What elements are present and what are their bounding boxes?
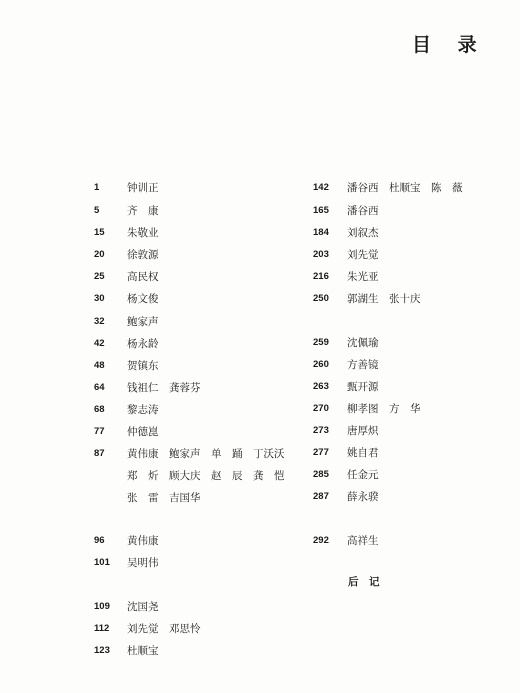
toc-author-names: 朱敬业 xyxy=(127,227,159,239)
toc-page-number: 96 xyxy=(94,535,105,546)
toc-author-names: 钱祖仁 龚蓉芬 xyxy=(127,382,201,394)
toc-page-number: 101 xyxy=(94,557,110,568)
toc-page-number: 216 xyxy=(313,271,329,282)
toc-author-names: 杜顺宝 xyxy=(127,645,159,657)
toc-page-number: 5 xyxy=(94,205,100,216)
toc-author-names: 刘先觉 邓思怜 xyxy=(127,623,201,635)
toc-page-number: 68 xyxy=(94,404,105,415)
toc-author-names: 贺镇东 xyxy=(127,360,159,372)
toc-page-number: 77 xyxy=(94,426,105,437)
toc-author-names: 刘叙杰 xyxy=(347,227,379,239)
toc-author-names: 杨文俊 xyxy=(127,293,159,305)
toc-page-number: 15 xyxy=(94,227,105,238)
toc-page-number: 1 xyxy=(94,182,100,193)
toc-page-number: 260 xyxy=(313,359,329,370)
toc-page-number: 25 xyxy=(94,271,105,282)
toc-author-names: 潘谷西 xyxy=(347,205,379,217)
toc-author-names: 唐厚炽 xyxy=(347,425,379,437)
toc-author-names: 朱光亚 xyxy=(347,271,379,283)
toc-page-number: 259 xyxy=(313,337,329,348)
toc-author-names: 齐 康 xyxy=(127,205,159,217)
toc-author-names: 郭湖生 张十庆 xyxy=(347,293,421,305)
toc-page-number: 112 xyxy=(94,623,110,634)
toc-author-names: 方善镜 xyxy=(347,359,379,371)
toc-author-names: 黄伟康 鲍家声 单 踊 丁沃沃 xyxy=(127,448,285,460)
toc-author-names: 柳孝图 方 华 xyxy=(347,403,421,415)
toc-page-number: 20 xyxy=(94,249,105,260)
toc-author-names-continued: 张 雷 吉国华 xyxy=(127,492,201,504)
toc-page-number: 42 xyxy=(94,338,105,349)
toc-author-names: 沈佩瑜 xyxy=(347,337,379,349)
toc-page-number: 285 xyxy=(313,469,329,480)
toc-page-number: 30 xyxy=(94,293,105,304)
toc-page-number: 184 xyxy=(313,227,329,238)
toc-author-names: 杨永龄 xyxy=(127,338,159,350)
toc-page-number: 250 xyxy=(313,293,329,304)
toc-author-names: 沈国尧 xyxy=(127,601,159,613)
toc-page-number: 48 xyxy=(94,360,105,371)
toc-page-number: 273 xyxy=(313,425,329,436)
toc-page-number: 109 xyxy=(94,601,110,612)
toc-author-names: 仲德崑 xyxy=(127,426,159,438)
toc-author-names-continued: 郑 炘 顾大庆 赵 辰 龚 恺 xyxy=(127,470,285,482)
toc-author-names: 吴明伟 xyxy=(127,557,159,569)
toc-page-number: 292 xyxy=(313,535,329,546)
toc-author-names: 高民权 xyxy=(127,271,159,283)
toc-page-number: 270 xyxy=(313,403,329,414)
toc-page-number: 32 xyxy=(94,316,105,327)
toc-author-names: 潘谷西 杜顺宝 陈 薇 xyxy=(347,182,463,194)
toc-author-names: 高祥生 xyxy=(347,535,379,547)
toc-author-names: 姚自君 xyxy=(347,447,379,459)
page-title: 目 录 xyxy=(412,34,487,56)
toc-page-number: 287 xyxy=(313,491,329,502)
toc-page-number: 165 xyxy=(313,205,329,216)
toc-page-number: 263 xyxy=(313,381,329,392)
afterword-label: 后 记 xyxy=(348,576,380,588)
toc-author-names: 钟训正 xyxy=(127,182,159,194)
toc-author-names: 黄伟康 xyxy=(127,535,159,547)
toc-page-number: 123 xyxy=(94,645,110,656)
toc-author-names: 任金元 xyxy=(347,469,379,481)
toc-page-number: 87 xyxy=(94,448,105,459)
toc-page-number: 203 xyxy=(313,249,329,260)
toc-author-names: 刘先觉 xyxy=(347,249,379,261)
toc-author-names: 徐敦源 xyxy=(127,249,159,261)
toc-author-names: 黎志涛 xyxy=(127,404,159,416)
toc-page-number: 64 xyxy=(94,382,105,393)
toc-author-names: 薛永骙 xyxy=(347,491,379,503)
toc-page-number: 142 xyxy=(313,182,329,193)
toc-page-number: 277 xyxy=(313,447,329,458)
toc-author-names: 甄开源 xyxy=(347,381,379,393)
toc-author-names: 鲍家声 xyxy=(127,316,159,328)
